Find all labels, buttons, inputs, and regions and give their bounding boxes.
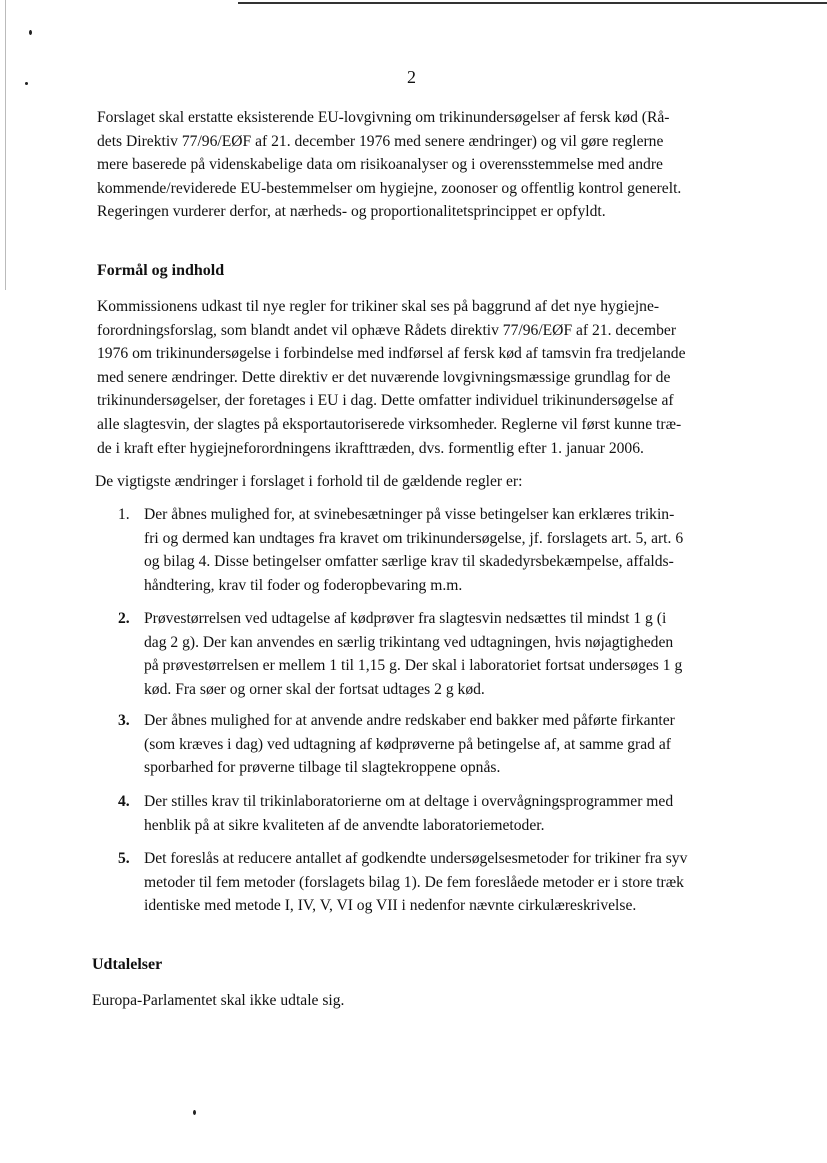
scan-speck	[25, 82, 28, 85]
text-line: på prøvestørrelsen er mellem 1 til 1,15 g. Der skal i laboratoriet fortsat undersøges 1 g	[144, 657, 683, 675]
text-line: Det foreslås at reducere antallet af godkendte undersøgelsesmetoder for trikiner fra syv	[144, 850, 688, 867]
section1-paragraph	[97, 295, 737, 460]
text-line: mere baserede på videnskabelige data om risikoanalyser og i overensstemmelse med andre	[97, 156, 663, 174]
list-item-text	[144, 790, 673, 837]
text-line: og bilag 4. Disse betingelser omfatter særlige krav til skadedyrsbekæmpelse, affalds-	[144, 553, 674, 571]
text-line: Der stilles krav til trikinlaboratorierne om at deltage i overvågningsprogrammer med	[144, 793, 674, 810]
text-line: dets Direktiv 77/96/EØF af 21. december 1976 med senere ændringer) og vil gøre reglerne	[97, 132, 664, 150]
text-line: kommende/reviderede EU-bestemmelser om hygiejne, zoonoser og offentlig kontrol generelt.	[97, 179, 682, 197]
text-line: Der åbnes mulighed for, at svinebesætninger på visse betingelser kan erklæres trikin-	[144, 506, 675, 523]
list-item-text	[144, 847, 687, 918]
text-line: Prøvestørrelsen ved udtagelse af kødprøver fra slagtesvin nedsættes til mindst 1 g (i	[144, 610, 667, 627]
list-item-text	[144, 709, 675, 780]
list-number: 1.	[118, 506, 130, 523]
text-line: med senere ændringer. Dette direktiv er det nuværende lovgivningsmæssige grundlag for de	[97, 368, 671, 386]
section2-paragraph: Europa-Parlamentet skal ikke udtale sig.	[92, 992, 345, 1009]
text-line: 1976 om trikinundersøgelse i forbindelse med indførsel af fersk kød af tamsvin fra tredjelande	[97, 345, 686, 363]
text-line: trikinundersøgelser, der foretages i EU i dag. Dette omfatter individuel trikinundersøgelse af	[97, 392, 674, 410]
text-line: Der åbnes mulighed for at anvende andre redskaber end bakker med påførte firkanter	[144, 712, 675, 729]
scan-speck	[29, 30, 32, 35]
intro-paragraph	[97, 106, 737, 224]
list-item-text	[144, 607, 682, 701]
page-number: 2	[407, 67, 416, 87]
list-number: 4.	[118, 793, 130, 810]
text-line: kød. Fra søer og orner skal der fortsat udtages 2 g kød.	[144, 680, 485, 698]
text-line: Forslaget skal erstatte eksisterende EU-lovgivning om trikinundersøgelser af fersk kød (Rå-	[97, 109, 670, 126]
text-line: Kommissionens udkast til nye regler for trikiner skal ses på baggrund af det nye hygiejne-	[97, 298, 660, 315]
text-line: de i kraft efter hygiejneforordningens ikrafttræden, dvs. formentlig efter 1. januar 2006.	[97, 439, 644, 457]
text-line: Regeringen vurderer derfor, at nærheds- og proportionalitetsprincippet er opfyldt.	[97, 203, 606, 221]
list-item-text	[144, 503, 683, 597]
list-number: 5.	[118, 850, 130, 867]
scan-left-edge	[5, 0, 6, 290]
section-heading-udtalelser: Udtalelser	[92, 956, 163, 973]
text-line: forordningsforslag, som blandt andet vil ophæve Rådets direktiv 77/96/EØF af 21. december	[97, 321, 677, 339]
text-line: sporbarhed for prøverne tilbage til slagtekroppene opnås.	[144, 759, 501, 777]
text-line: dag 2 g). Der kan anvendes en særlig trikintang ved udtagningen, hvis nøjagtigheden	[144, 633, 674, 651]
text-line: håndtering, krav til foder og foderopbevaring m.m.	[144, 576, 463, 594]
text-line: henblik på at sikre kvaliteten af de anvendte laboratoriemetoder.	[144, 816, 545, 834]
text-line: fri og dermed kan undtages fra kravet om trikinundersøgelse, jf. forslagets art. 5, art. 6	[144, 529, 684, 547]
scan-top-rule	[238, 2, 827, 4]
scan-speck	[193, 1110, 196, 1115]
text-line: alle slagtesvin, der slagtes på eksportautoriserede virksomheder. Reglerne vil først kunne træ-	[97, 415, 682, 433]
list-intro: De vigtigste ændringer i forslaget i forhold til de gældende regler er:	[95, 473, 523, 490]
text-line: (som kræves i dag) ved udtagning af kødprøverne på betingelse af, at samme grad af	[144, 735, 671, 753]
list-number: 2.	[118, 610, 130, 627]
list-number: 3.	[118, 712, 130, 729]
text-line: identiske med metode I, IV, V, VI og VII i nedenfor nævnte cirkulæreskrivelse.	[144, 897, 637, 915]
text-line: metoder til fem metoder (forslagets bilag 1). De fem foreslåede metoder er i store træk	[144, 873, 684, 891]
section-heading-formaal: Formål og indhold	[97, 262, 225, 279]
